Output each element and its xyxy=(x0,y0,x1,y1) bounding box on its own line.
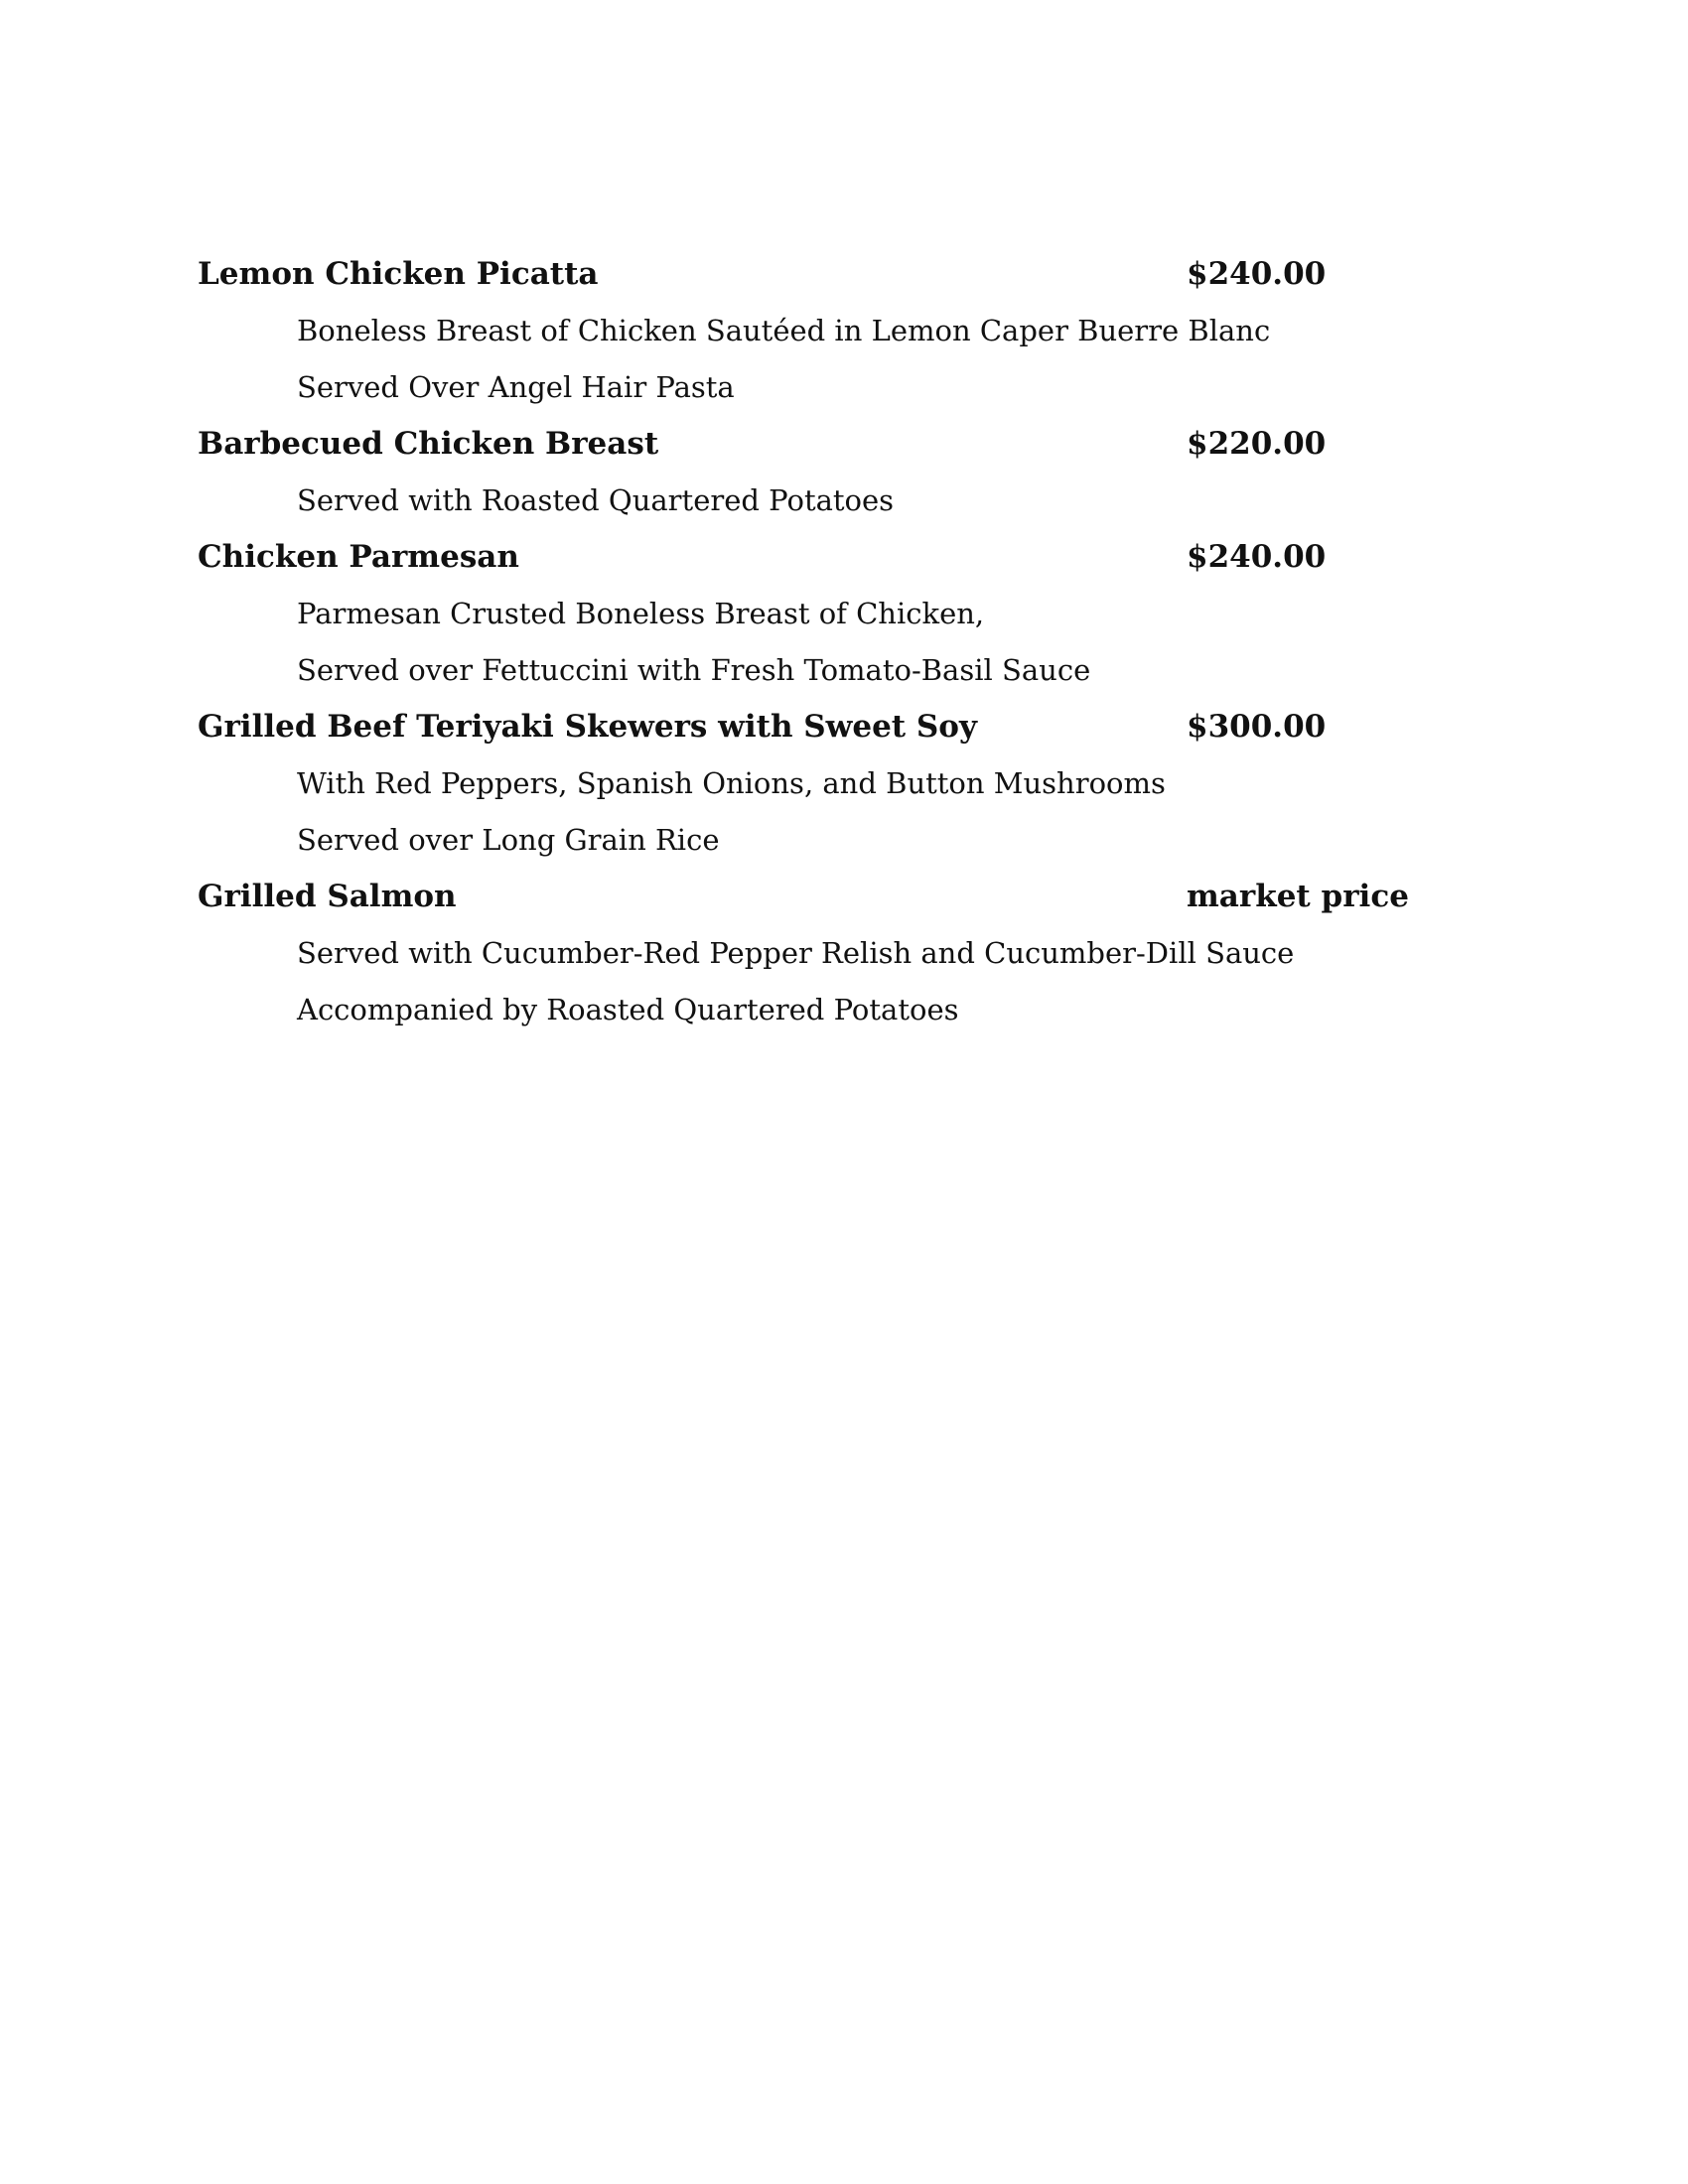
menu-item-description: Served over Fettuccini with Fresh Tomato-Basil Sauce xyxy=(297,653,1091,687)
menu-item-price: $240.00 xyxy=(1187,256,1327,292)
menu-item-name: Grilled Salmon xyxy=(198,879,457,914)
menu-item-name: Barbecued Chicken Breast xyxy=(198,426,659,462)
menu-item-price: $220.00 xyxy=(1187,426,1327,462)
menu-item-description: Served Over Angel Hair Pasta xyxy=(297,370,735,404)
menu-item xyxy=(198,416,1488,529)
menu-item-description: Served with Cucumber-Red Pepper Relish and Cucumber-Dill Sauce xyxy=(297,936,1295,970)
menu-item-header xyxy=(198,699,1488,755)
menu-item-header xyxy=(198,529,1488,586)
menu-item xyxy=(198,699,1488,869)
menu-item-description: With Red Peppers, Spanish Onions, and Button Mushrooms xyxy=(297,766,1166,800)
menu-item-description: Accompanied by Roasted Quartered Potatoes xyxy=(297,993,959,1026)
menu-item-header xyxy=(198,869,1488,925)
menu-item xyxy=(198,246,1488,416)
menu-item-name: Grilled Beef Teriyaki Skewers with Sweet Soy xyxy=(198,709,977,745)
menu-item-name: Lemon Chicken Picatta xyxy=(198,256,599,292)
menu-item xyxy=(198,529,1488,699)
menu-item-description: Served over Long Grain Rice xyxy=(297,823,720,857)
menu-item xyxy=(198,869,1488,1038)
menu-item-description: Served with Roasted Quartered Potatoes xyxy=(297,483,895,517)
menu-item-price: $300.00 xyxy=(1187,709,1327,745)
menu-item-header xyxy=(198,246,1488,303)
menu-item-price: $240.00 xyxy=(1187,539,1327,575)
menu-list xyxy=(198,246,1488,1038)
menu-item-description: Parmesan Crusted Boneless Breast of Chicken, xyxy=(297,597,985,630)
menu-item-header xyxy=(198,416,1488,473)
menu-item-price: market price xyxy=(1187,879,1409,914)
menu-item-description: Boneless Breast of Chicken Sautéed in Lemon Caper Buerre Blanc xyxy=(297,314,1271,347)
menu-item-name: Chicken Parmesan xyxy=(198,539,519,575)
